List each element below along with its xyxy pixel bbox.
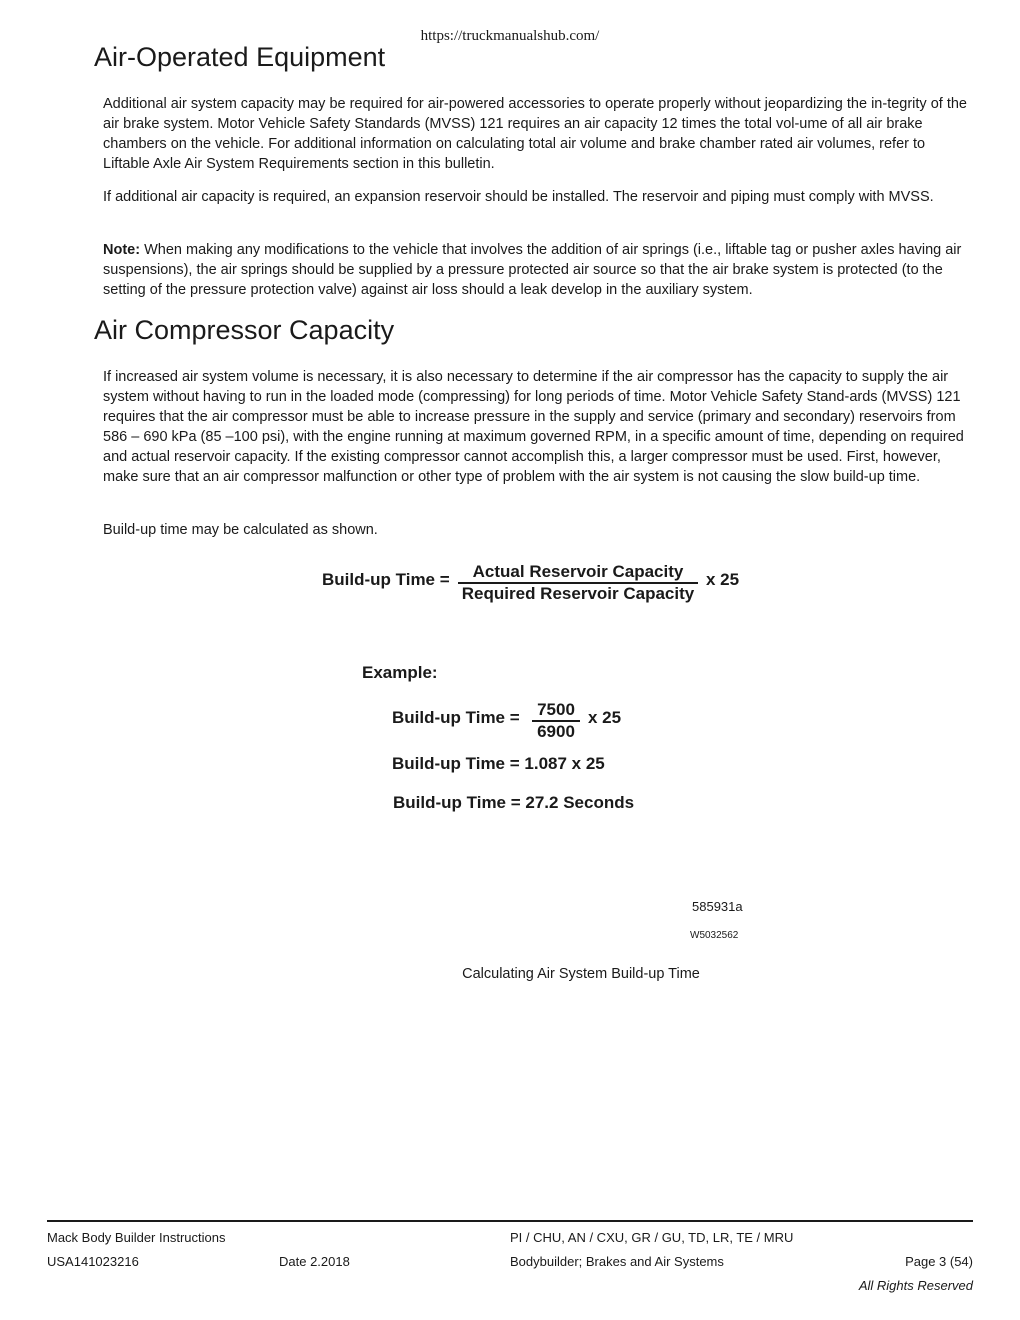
footer-doc-id: USA141023216 (47, 1254, 139, 1269)
figure-code: 585931a (692, 899, 743, 914)
formula-multiplier: x 25 (706, 570, 740, 589)
paragraph-build-up-intro: Build-up time may be calculated as shown. (103, 522, 378, 538)
footer-date: Date 2.2018 (279, 1254, 350, 1269)
footer-subject: Bodybuilder; Brakes and Air Systems (510, 1254, 724, 1269)
footer-rights: All Rights Reserved (858, 1278, 973, 1293)
figure-id: W5032562 (690, 930, 739, 941)
example-multiplier: x 25 (588, 708, 622, 727)
example-numerator: 7500 (537, 700, 575, 719)
source-url: https://truckmanualshub.com/ (420, 28, 600, 44)
example-label: Example: (362, 663, 438, 682)
footer-models: PI / CHU, AN / CXU, GR / GU, TD, LR, TE / MRU (510, 1230, 794, 1245)
example-step-3: Build-up Time = 27.2 Seconds (393, 793, 635, 812)
footer-title: Mack Body Builder Instructions (47, 1230, 226, 1245)
paragraph-compressor-capacity: If increased air system volume is necessary, it is also necessary to determine if the air compressor has the capacity to supply the air system without having to run in the loaded mode (compressing) for long periods of time. Motor Vehicle Safety Stand-ards (MVSS) 121 requires that the air compressor must be able to increase pressure in the supply and service (primary and secondary) reservoirs from 586 – 690 kPa (85 –100 psi), with the engine running at maximum governed RPM, in a specific amount of time, depending on required and actual reservoir capacity. If the existing compressor cannot accomplish this, a larger compressor must be used. First, however, make sure that an air compressor malfunction or other type of problem with the air system is not causing the slow build-up time. (103, 369, 964, 485)
note-label: Note: (103, 242, 141, 258)
footer-divider (47, 1220, 973, 1222)
footer-page-number: Page 3 (54) (905, 1254, 973, 1269)
section-title-air-compressor-capacity: Air Compressor Capacity (94, 315, 395, 345)
example-denominator: 6900 (537, 722, 575, 741)
note-text: When making any modifications to the vehicle that involves the addition of air springs (i.e., liftable tag or pusher axles having air suspensions), the air springs should be supplied by a pressure protected air source so that the air brake system is protected (to the setting of the pressure protection valve) against air loss should a leak develop in the auxiliary system. (103, 242, 962, 298)
paragraph-expansion-reservoir: If additional air capacity is required, an expansion reservoir should be installed. The reservoir and piping must comply with MVSS. (103, 189, 934, 205)
formula-fraction (458, 562, 698, 604)
figure-caption: Calculating Air System Build-up Time (462, 966, 700, 982)
section-title-air-operated-equipment: Air-Operated Equipment (94, 42, 386, 72)
example-step-2: Build-up Time = 1.087 x 25 (392, 754, 605, 773)
paragraph-air-capacity: Additional air system capacity may be required for air-powered accessories to operate properly without jeopardizing the in-tegrity of the air brake system. Motor Vehicle Safety Standards (MVSS) 121 requires an air capacity 12 times the total vol-ume of all air brake chambers on the vehicle. For additional information on calculating total air volume and brake chamber rated air volumes, refer to Liftable Axle Air System Requirements section in this bulletin. (103, 96, 967, 172)
example-fraction (532, 700, 580, 742)
example-lhs: Build-up Time = (392, 708, 520, 727)
formula-numerator: Actual Reservoir Capacity (472, 562, 684, 581)
formula-denominator: Required Reservoir Capacity (461, 584, 695, 603)
formula-lhs: Build-up Time = (322, 570, 450, 589)
note-paragraph (103, 240, 973, 300)
